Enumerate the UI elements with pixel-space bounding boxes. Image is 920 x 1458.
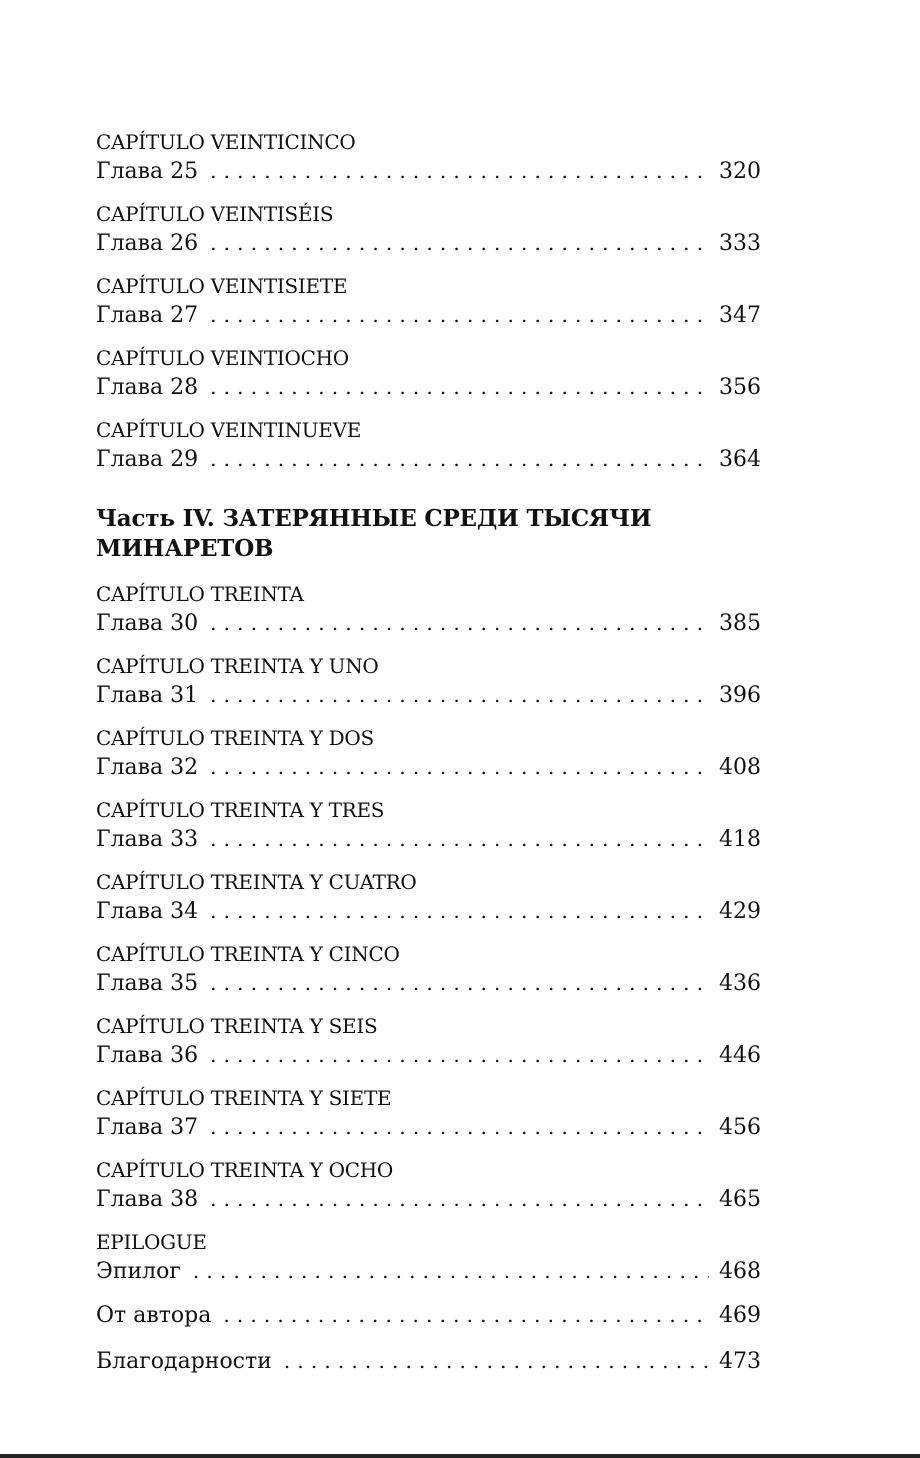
toc-line xyxy=(96,896,761,926)
toc-line xyxy=(96,968,761,998)
dot-leader xyxy=(210,608,709,638)
toc-line xyxy=(96,228,761,258)
toc-entry-30[interactable] xyxy=(96,580,761,638)
page-number: 468 xyxy=(719,1259,761,1284)
chapter-label: Глава 33 xyxy=(96,827,199,852)
page-number: 333 xyxy=(719,231,761,256)
page-number: 418 xyxy=(719,827,761,852)
toc-entry-32[interactable] xyxy=(96,724,761,782)
toc-entry-25[interactable] xyxy=(96,128,761,186)
toc-line xyxy=(96,444,761,474)
page-number: 429 xyxy=(719,899,761,924)
toc-line xyxy=(96,300,761,330)
chapter-label: Глава 30 xyxy=(96,611,199,636)
toc-line xyxy=(96,824,761,854)
toc-line xyxy=(96,156,761,186)
toc-line xyxy=(96,1346,761,1376)
page-bottom-edge xyxy=(0,1454,920,1458)
page-number: 408 xyxy=(719,755,761,780)
dot-leader xyxy=(210,752,709,782)
dot-leader xyxy=(210,1112,709,1142)
dot-leader xyxy=(223,1300,709,1330)
dot-leader xyxy=(193,1256,709,1286)
toc-line xyxy=(96,1184,761,1214)
page-number: 396 xyxy=(719,683,761,708)
toc-line xyxy=(96,1040,761,1070)
page-number: 436 xyxy=(719,971,761,996)
section-label: Благодарности xyxy=(96,1349,272,1374)
page-number: 469 xyxy=(719,1303,761,1328)
chapter-caption: CAPÍTULO TREINTA Y SEIS xyxy=(96,1014,378,1038)
toc-line xyxy=(96,372,761,402)
toc-line xyxy=(96,1256,761,1286)
chapter-caption: CAPÍTULO VEINTINUEVE xyxy=(96,418,362,442)
dot-leader xyxy=(210,372,709,402)
chapter-label: Глава 36 xyxy=(96,1043,199,1068)
page-number: 456 xyxy=(719,1115,761,1140)
chapter-label: Глава 31 xyxy=(96,683,199,708)
toc-line xyxy=(96,1300,761,1330)
toc-entry-34[interactable] xyxy=(96,868,761,926)
chapter-label: Глава 32 xyxy=(96,755,199,780)
chapter-caption: CAPÍTULO VEINTISIETE xyxy=(96,274,348,298)
page-number: 385 xyxy=(719,611,761,636)
page-number: 473 xyxy=(719,1349,761,1374)
page-number: 356 xyxy=(719,375,761,400)
toc-entry-author-note[interactable] xyxy=(96,1300,761,1330)
page-number: 446 xyxy=(719,1043,761,1068)
toc-entry-31[interactable] xyxy=(96,652,761,710)
section-label: От автора xyxy=(96,1303,212,1328)
chapter-label: Глава 35 xyxy=(96,971,199,996)
chapter-label: Глава 37 xyxy=(96,1115,199,1140)
chapter-label: Глава 27 xyxy=(96,303,199,328)
dot-leader xyxy=(210,300,709,330)
chapter-label: Глава 34 xyxy=(96,899,199,924)
toc-entry-26[interactable] xyxy=(96,200,761,258)
chapter-label: Глава 25 xyxy=(96,159,199,184)
toc-entry-36[interactable] xyxy=(96,1012,761,1070)
chapter-caption: CAPÍTULO TREINTA Y UNO xyxy=(96,654,379,678)
chapter-label: Глава 38 xyxy=(96,1187,199,1212)
dot-leader xyxy=(210,896,709,926)
toc-entry-33[interactable] xyxy=(96,796,761,854)
page-number: 320 xyxy=(719,159,761,184)
chapter-caption: CAPÍTULO TREINTA Y CINCO xyxy=(96,942,400,966)
chapter-caption: CAPÍTULO TREINTA xyxy=(96,582,304,606)
page-number: 347 xyxy=(719,303,761,328)
chapter-caption: CAPÍTULO TREINTA Y DOS xyxy=(96,726,374,750)
table-of-contents xyxy=(96,128,761,1392)
dot-leader xyxy=(210,444,709,474)
dot-leader xyxy=(210,228,709,258)
toc-entry-acknowledgements[interactable] xyxy=(96,1346,761,1376)
toc-entry-28[interactable] xyxy=(96,344,761,402)
toc-line xyxy=(96,1112,761,1142)
chapter-caption: EPILOGUE xyxy=(96,1230,207,1254)
dot-leader xyxy=(210,156,709,186)
chapter-label: Глава 29 xyxy=(96,447,199,472)
chapter-caption: CAPÍTULO TREINTA Y OCHO xyxy=(96,1158,393,1182)
page-number: 465 xyxy=(719,1187,761,1212)
dot-leader xyxy=(210,1040,709,1070)
chapter-caption: CAPÍTULO VEINTISÉIS xyxy=(96,202,334,226)
chapter-caption: CAPÍTULO VEINTICINCO xyxy=(96,130,356,154)
chapter-label: Эпилог xyxy=(96,1259,181,1284)
chapter-caption: CAPÍTULO TREINTA Y SIETE xyxy=(96,1086,392,1110)
toc-entry-38[interactable] xyxy=(96,1156,761,1214)
dot-leader xyxy=(210,680,709,710)
toc-entry-37[interactable] xyxy=(96,1084,761,1142)
toc-line xyxy=(96,608,761,638)
toc-entry-27[interactable] xyxy=(96,272,761,330)
dot-leader xyxy=(284,1346,709,1376)
chapter-caption: CAPÍTULO TREINTA Y TRES xyxy=(96,798,385,822)
part-heading: Часть IV. ЗАТЕРЯННЫЕ СРЕДИ ТЫСЯЧИ МИНАРЕТОВ xyxy=(96,505,652,562)
chapter-label: Глава 28 xyxy=(96,375,199,400)
toc-line xyxy=(96,752,761,782)
dot-leader xyxy=(210,1184,709,1214)
chapter-caption: CAPÍTULO TREINTA Y CUATRO xyxy=(96,870,417,894)
dot-leader xyxy=(210,968,709,998)
chapter-caption: CAPÍTULO VEINTIOCHO xyxy=(96,346,349,370)
chapter-label: Глава 26 xyxy=(96,231,199,256)
toc-entry-29[interactable] xyxy=(96,416,761,474)
toc-entry-epilogue[interactable] xyxy=(96,1228,761,1286)
page-number: 364 xyxy=(719,447,761,472)
toc-line xyxy=(96,680,761,710)
dot-leader xyxy=(210,824,709,854)
toc-entry-35[interactable] xyxy=(96,940,761,998)
